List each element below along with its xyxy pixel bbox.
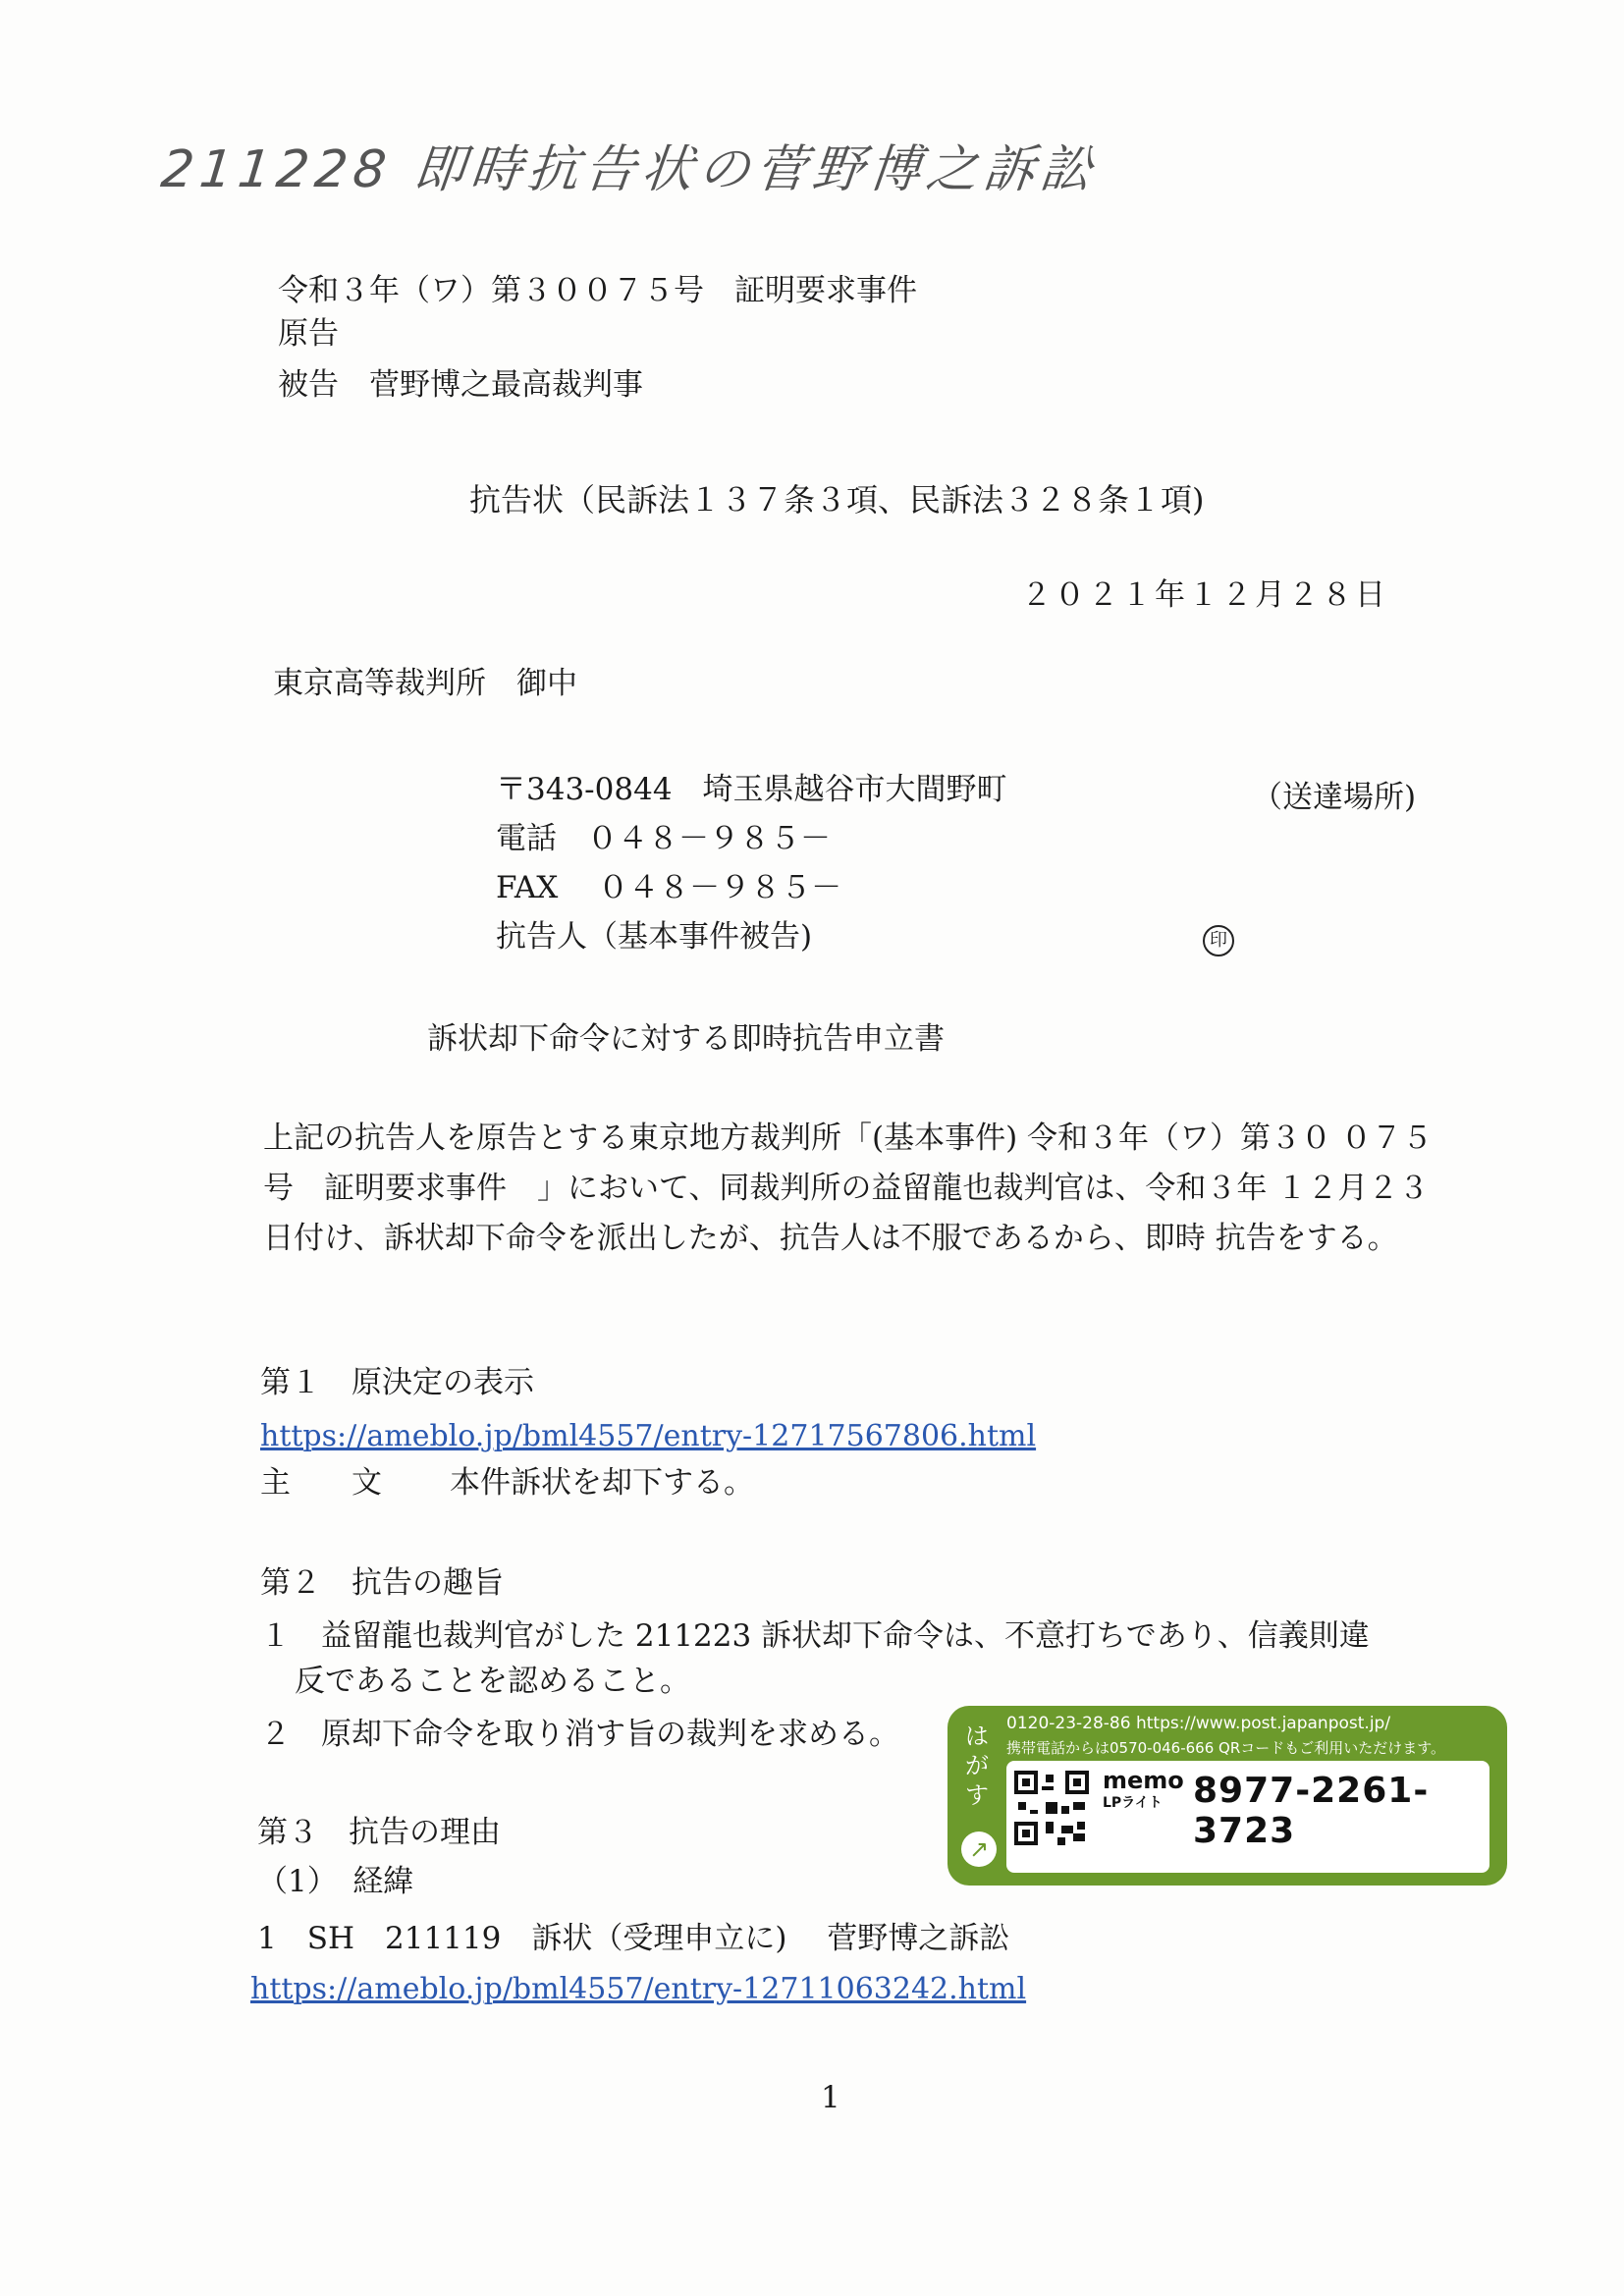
section2-item1-cont: 反であることを認めること。: [295, 1664, 690, 1699]
appellant-label: 抗告人（基本事件被告): [496, 919, 813, 955]
section1-link[interactable]: https://ameblo.jp/bml4557/entry-12717567806.html: [260, 1419, 1037, 1453]
main-text-label: 主 文: [260, 1465, 382, 1501]
section3-link[interactable]: https://ameblo.jp/bml4557/entry-12711063242.html: [250, 1972, 1027, 2006]
peel-label: はがす: [965, 1722, 989, 1809]
section3-sub: （1） 経緯: [257, 1864, 414, 1899]
subtitle: 訴状却下命令に対する即時抗告申立書: [427, 1021, 945, 1057]
section2-item2: ２ 原却下命令を取り消す旨の裁判を求める。: [260, 1717, 899, 1752]
section3-heading: 第３ 抗告の理由: [257, 1815, 501, 1850]
main-text: 本件訴状を却下する。: [450, 1465, 754, 1501]
memo-label: memo: [1103, 1767, 1184, 1794]
section2-heading: 第２ 抗告の趣旨: [260, 1565, 504, 1601]
addressee: 東京高等裁判所 御中: [273, 666, 577, 701]
defendant-line: 被告 菅野博之最高裁判事: [278, 367, 643, 403]
case-number: 令和３年（ワ）第３００７５号 証明要求事件: [278, 273, 917, 308]
document-title: 抗告状（民訴法１３７条３項、民訴法３２８条１項): [469, 481, 1205, 519]
delivery-place: （送達場所): [1252, 780, 1417, 815]
peel-arrow-icon: ↗: [961, 1831, 997, 1867]
handwritten-header: 211228 即時抗告状の菅野博之訴訟: [158, 140, 1101, 199]
qr-code-icon: [1014, 1771, 1089, 1845]
tracking-code: 8977-2261-3723: [1193, 1771, 1430, 1851]
intro-paragraph: 上記の抗告人を原告とする東京地方裁判所「(基本事件) 令和３年（ワ）第３０ ０７５号 証明要求事件 」において、同裁判所の益留龍也裁判官は、令和３年 １２月２３日付け、訴状却下命令を派出したが、抗告人は不服であるから、即時 抗告をする。: [263, 1121, 1433, 1256]
document-date: ２０２１年１２月２８日: [1021, 577, 1388, 613]
section2-item1: １ 益留龍也裁判官がした 211223 訴状却下命令は、不意打ちであり、信義則違: [260, 1618, 1370, 1654]
seal-mark: 印: [1203, 925, 1234, 957]
section3-item1: 1 SH 211119 訴状（受理申立に) 菅野博之訴訟: [257, 1921, 1010, 1956]
lp-label: LPライト: [1103, 1795, 1163, 1811]
section1-heading: 第１ 原決定の表示: [260, 1365, 534, 1400]
sticker-mobile-line: 携帯電話からは0570-046-666 QRコードもご利用いただけます。: [1006, 1739, 1446, 1757]
sender-fax: FAX ０４８－９８５－: [496, 870, 842, 905]
sender-phone: 電話 ０４８－９８５－: [496, 821, 831, 856]
sticker-phone-line: 0120-23-28-86 https://www.post.japanpost.jp/: [1006, 1714, 1391, 1733]
plaintiff-label: 原告: [278, 316, 339, 352]
sender-address: 〒343-0844 埼玉県越谷市大間野町: [496, 772, 1007, 807]
page-number: 1: [821, 2080, 840, 2115]
postal-memo-sticker[interactable]: [947, 1706, 1507, 1886]
